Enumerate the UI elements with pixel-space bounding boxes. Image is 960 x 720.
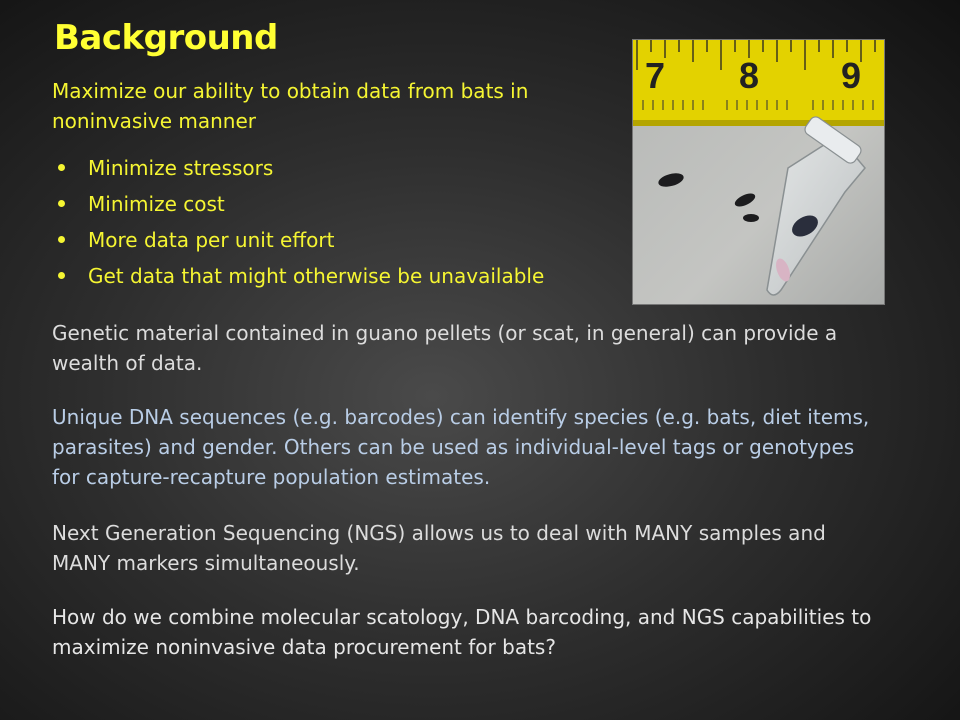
paragraph-genetic-material: Genetic material contained in guano pellets (or scat, in general) can provide a wealth of data.	[52, 321, 838, 375]
bullet-icon	[58, 272, 65, 279]
ruler-number: 8	[739, 55, 760, 96]
bullet-list	[52, 150, 544, 294]
bullet-icon	[58, 236, 65, 243]
bullet-text: More data per unit effort	[88, 228, 335, 252]
paragraph-ngs: Next Generation Sequencing (NGS) allows us to deal with MANY samples and MANY markers simultaneously.	[52, 521, 826, 575]
bullet-icon	[58, 200, 65, 207]
slide-title: Background	[54, 18, 278, 58]
bullet-item	[52, 258, 544, 294]
tape-measure	[633, 40, 884, 126]
ruler-number: 9	[841, 55, 862, 96]
paragraph-question: How do we combine molecular scatology, DNA barcoding, and NGS capabilities to maximize noninvasive data procurement for bats?	[52, 605, 872, 659]
bullet-item	[52, 222, 544, 258]
bullet-text: Minimize cost	[88, 192, 225, 216]
bullet-text: Get data that might otherwise be unavailable	[88, 264, 545, 288]
guano-sample-photo	[632, 39, 885, 305]
bullet-item	[52, 186, 544, 222]
bullet-item	[52, 150, 544, 186]
intro-text: Maximize our ability to obtain data from bats in noninvasive manner	[52, 79, 529, 133]
bullet-text: Minimize stressors	[88, 156, 274, 180]
bullet-icon	[58, 164, 65, 171]
paragraph-dna-sequences: Unique DNA sequences (e.g. barcodes) can identify species (e.g. bats, diet items, parasites) and gender. Others can be used as individual-level tags or genotypes for capture-recapture population estimates.	[52, 405, 870, 489]
ruler-number: 7	[645, 55, 666, 96]
